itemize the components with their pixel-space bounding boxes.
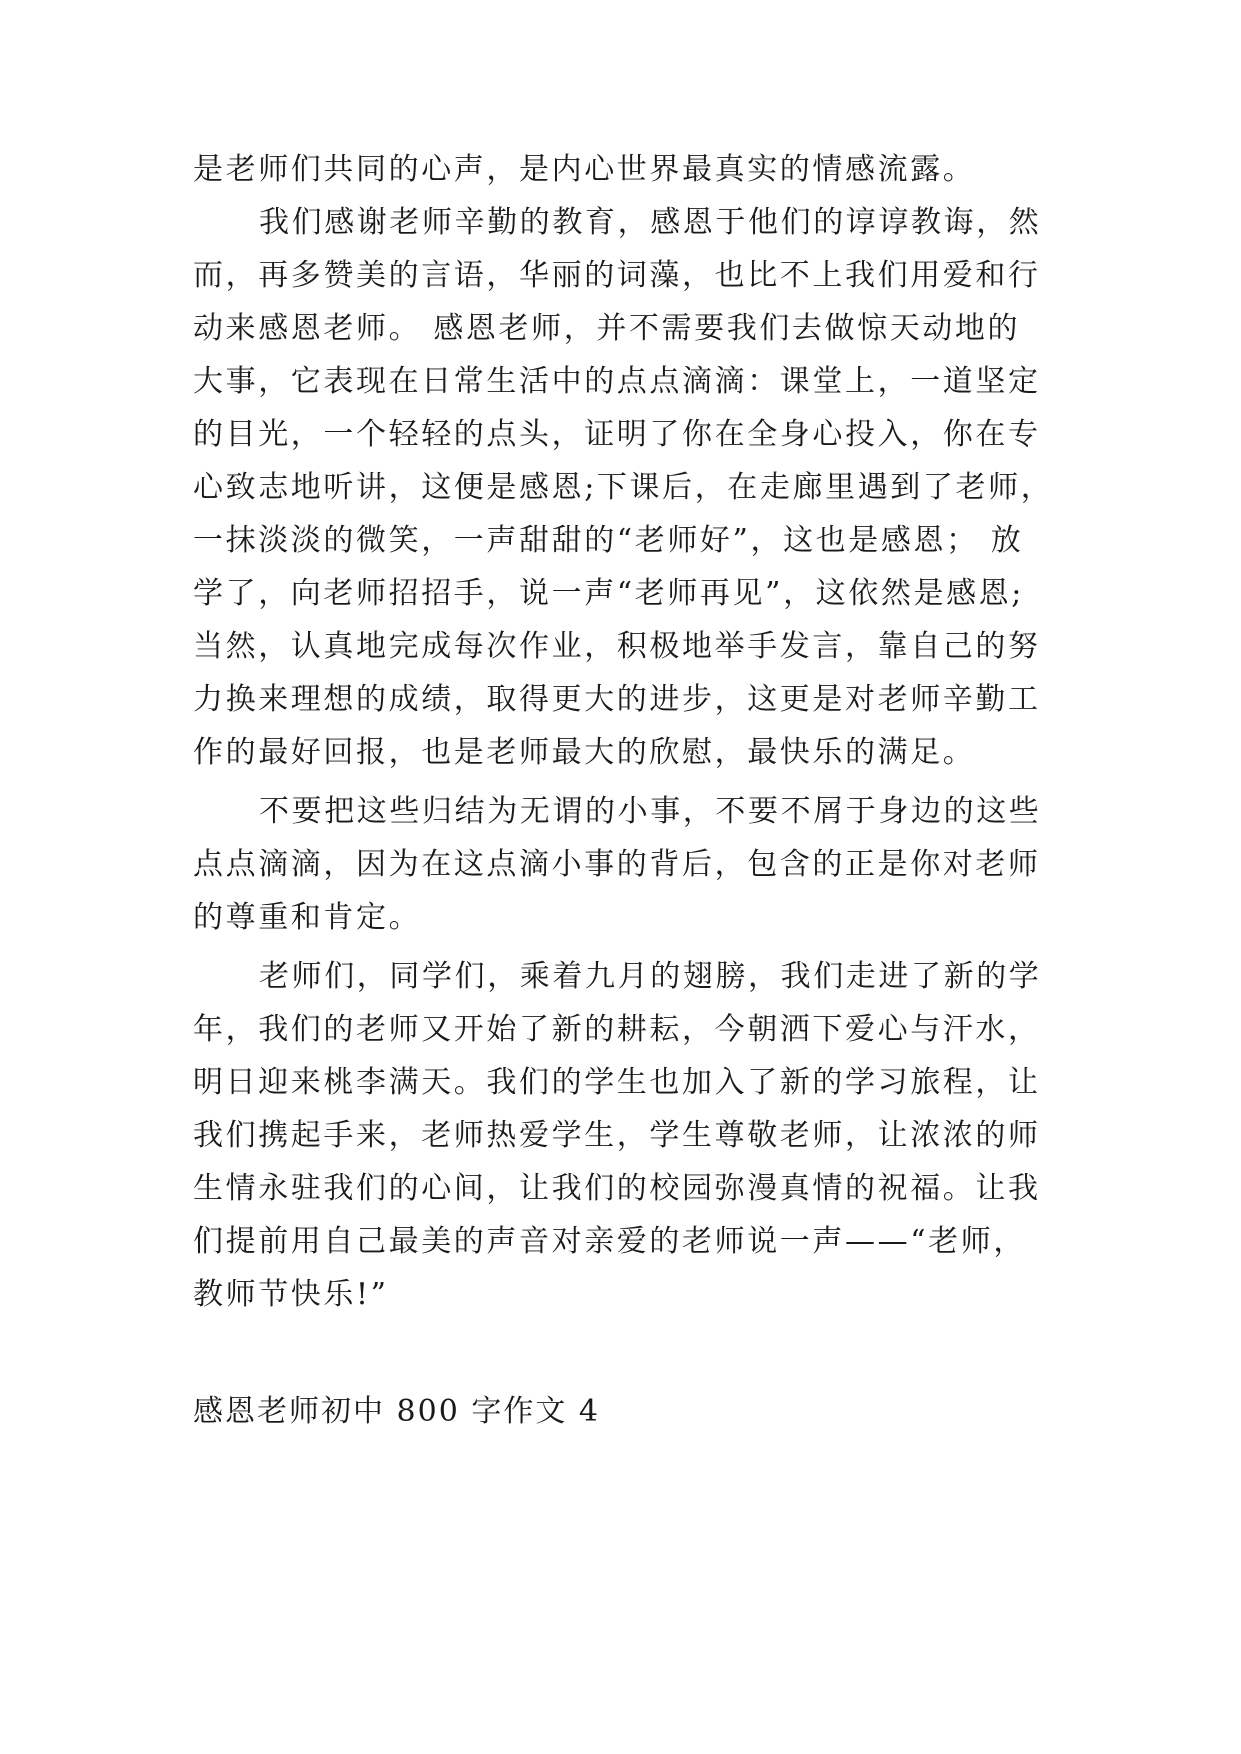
paragraph-line: 们提前用自己最美的声音对亲爱的老师说一声——“老师， (193, 1224, 1026, 1259)
paragraph-line: 当然，认真地完成每次作业，积极地举手发言，靠自己的努 (193, 629, 1041, 664)
paragraph-line: 我们携起手来，老师热爱学生，学生尊敬老师，让浓浓的师 (193, 1118, 1041, 1153)
paragraph-line: 我们感谢老师辛勤的教育，感恩于他们的谆谆教诲，然 (259, 205, 1042, 240)
paragraph-line: 点点滴滴，因为在这点滴小事的背后，包含的正是你对老师 (193, 847, 1041, 882)
paragraph-line: 大事，它表现在日常生活中的点点滴滴：课堂上，一道坚定 (193, 364, 1041, 399)
paragraph-line: 生情永驻我们的心间，让我们的校园弥漫真情的祝福。让我 (193, 1171, 1041, 1206)
paragraph-line: 学了，向老师招招手，说一声“老师再见”，这依然是感恩; (193, 576, 1024, 611)
paragraph-line: 明日迎来桃李满天。我们的学生也加入了新的学习旅程，让 (193, 1065, 1041, 1100)
paragraph-line: 心致志地听讲，这便是感恩;下课后，在走廊里遇到了老师， (193, 470, 1054, 505)
paragraph-line: 年，我们的老师又开始了新的耕耘，今朝洒下爱心与汗水， (193, 1012, 1041, 1047)
paragraph-line: 动来感恩老师。 感恩老师，并不需要我们去做惊天动地的 (193, 311, 1021, 346)
paragraph-line: 而，再多赞美的言语，华丽的词藻，也比不上我们用爱和行 (193, 258, 1041, 293)
paragraph-line: 力换来理想的成绩，取得更大的进步，这更是对老师辛勤工 (193, 682, 1041, 717)
paragraph-line: 的尊重和肯定。 (193, 900, 422, 935)
paragraph-line: 一抹淡淡的微笑，一声甜甜的“老师好”，这也是感恩； 放 (193, 523, 1024, 558)
paragraph-line: 教师节快乐!” (193, 1277, 389, 1312)
section-heading: 感恩老师初中 800 字作文 4 (193, 1394, 600, 1429)
paragraph-line: 不要把这些归结为无谓的小事，不要不屑于身边的这些 (259, 794, 1042, 829)
paragraph-line: 老师们，同学们，乘着九月的翅膀，我们走进了新的学 (259, 959, 1042, 994)
paragraph-line: 的目光，一个轻轻的点头，证明了你在全身心投入，你在专 (193, 417, 1041, 452)
paragraph-line: 作的最好回报，也是老师最大的欣慰，最快乐的满足。 (193, 735, 976, 770)
paragraph-line: 是老师们共同的心声，是内心世界最真实的情感流露。 (193, 152, 976, 187)
